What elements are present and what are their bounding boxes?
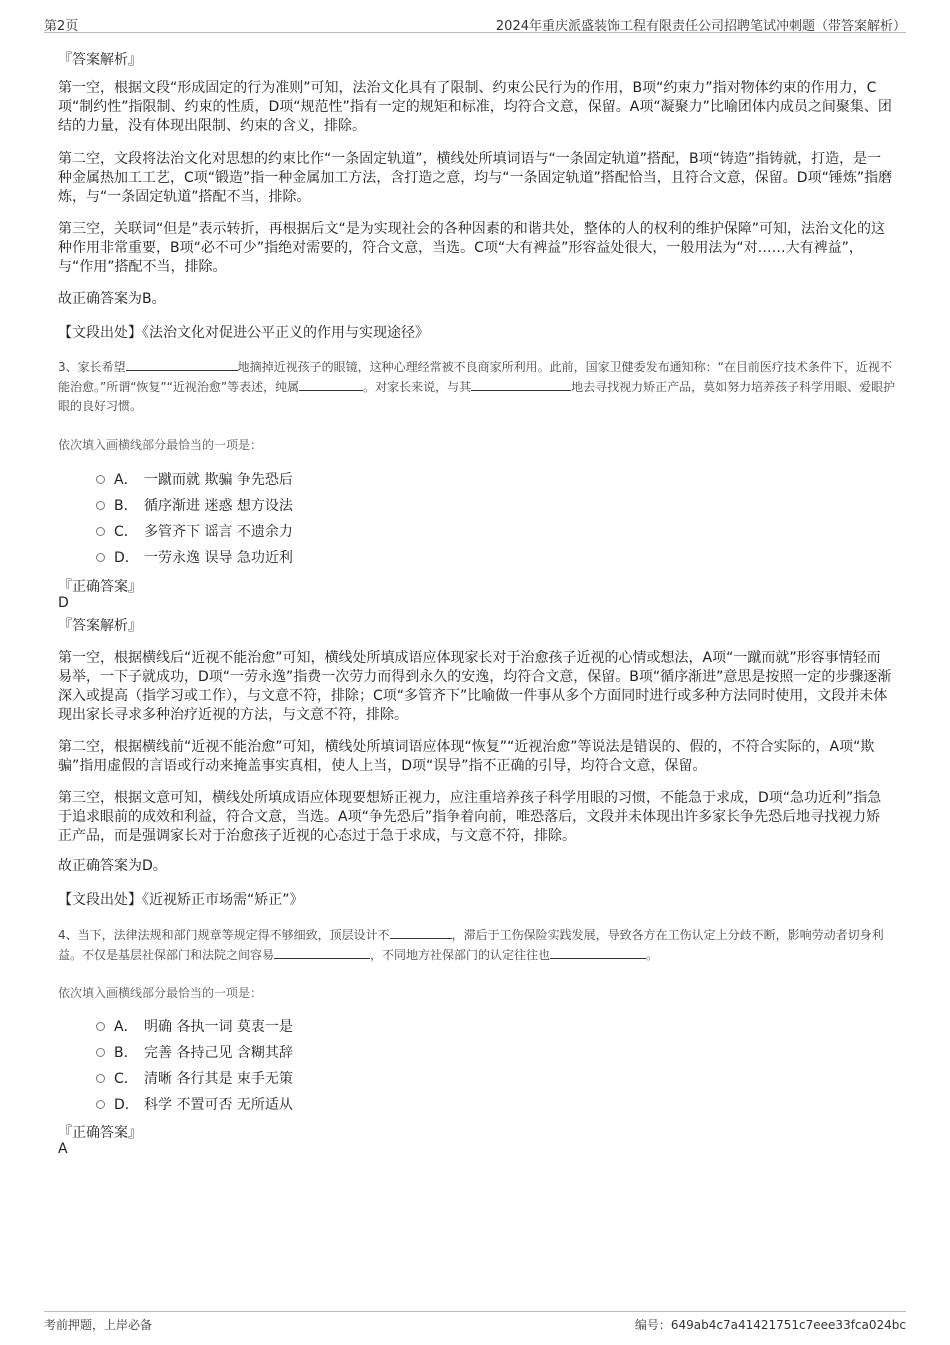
select-instruction: 依次填入画横线部分最恰当的一项是：	[58, 438, 263, 452]
radio-icon[interactable]	[96, 1074, 105, 1083]
correct-answer-label: 『正确答案』	[58, 1125, 142, 1141]
analysis-paragraph: 第二空，文段将法治文化对思想的约束比作“一条固定轨道”，横线处所填词语与“一条固定轨道”搭配，B项“铸造”指铸就，打造，是一种金属热加工工艺，C项“锻造”指一种金属加工方法，含打造之意，均与“一条固定轨道”搭配恰当，且符合文意，保留。D项“锤炼”指磨炼，与“一条固定轨道”搭配不当，排除。	[58, 151, 893, 205]
document-id: 编号：649ab4c7a41421751c7eee33fca024bc	[634, 1318, 906, 1332]
analysis-paragraph: 第一空，根据横线后“近视不能治愈”可知，横线处所填成语应体现家长对于治愈孩子近视的心情或想法，A项“一蹴而就”形容事情轻而易举，一下子就成功，D项“一劳永逸”指费一次劳力而得到永久的安逸，均符合文意，保留。B项“循序渐进”意思是按照一定的步骤逐渐深入或提高（指学习或工作），与文意不符，排除；C项“多管齐下”比喻做一件事从多个方面同时进行或多种方法同时使用，文段并未体现出家长寻求多种治疗近视的方法，与文意不符，排除。	[58, 650, 892, 723]
analysis-paragraph: 第三空，关联词“但是”表示转折，再根据后文“是为实现社会的各种因素的和谐共处，整体的人的权利的维护保障”可知，法治文化的这种作用非常重要，B项“必不可少”指绝对需要的，符合文意，当选。C项“大有裨益”形容益处很大，一般用法为“对……大有裨益”，与“作用”搭配不当，排除。	[58, 221, 886, 275]
answer-blank	[550, 946, 646, 959]
correct-answer-label: 『正确答案』	[58, 579, 142, 595]
question-3-stem: 3、家长希望 地摘掉近视孩子的眼镜，这种心理经常被不良商家所利用。此前，国家卫健委发布通知称：“在目前医疗技术条件下，近视不能治愈。”所谓“恢复”“近视治愈”等表述，纯属 。对家长来说，与其 地去寻找视力矫正产品，莫如努力培养孩子科学用眼、爱眼护眼的良好习惯。	[58, 360, 896, 413]
radio-icon[interactable]	[96, 1048, 105, 1057]
correct-answer: A	[58, 1141, 68, 1157]
analysis-label: 『答案解析』	[58, 618, 142, 634]
page-footer	[44, 1311, 906, 1334]
page-number: 第2页	[44, 19, 79, 34]
source-citation: 【文段出处】《近视矫正市场需“矫正”》	[58, 892, 304, 908]
answer-blank	[299, 378, 363, 391]
document-title: 2024年重庆派盛装饰工程有限责任公司招聘笔试冲刺题（带答案解析）	[495, 19, 906, 34]
radio-icon[interactable]	[96, 475, 105, 484]
analysis-label: 『答案解析』	[58, 52, 142, 68]
analysis-paragraph: 第三空，根据文意可知，横线处所填成语应体现要想矫正视力，应注重培养孩子科学用眼的习惯，不能急于求成，D项“急功近利”指急于追求眼前的成效和利益，符合文意，当选。A项“争先恐后”指争着向前，唯恐落后，文段并未体现出许多家长争先恐后地寻找视力矫正产品，而是强调家长对于治愈孩子近视的心态过于急于求成，与文意不符，排除。	[58, 790, 882, 844]
answer-blank	[126, 358, 238, 371]
answer-blank	[471, 378, 571, 391]
answer-blank	[390, 926, 452, 939]
correct-answer: D	[58, 595, 69, 611]
select-instruction: 依次填入画横线部分最恰当的一项是：	[58, 986, 263, 1000]
answer-blank	[274, 946, 370, 959]
footer-slogan: 考前押题，上岸必备	[44, 1318, 153, 1332]
conclusion: 故正确答案为B。	[58, 291, 166, 307]
radio-icon[interactable]	[96, 527, 105, 536]
conclusion: 故正确答案为D。	[58, 858, 167, 874]
radio-icon[interactable]	[96, 553, 105, 562]
analysis-paragraph: 第二空，根据横线前“近视不能治愈”可知，横线处所填词语应体现“恢复”“近视治愈”等说法是错误的、假的，不符合实际的，A项“欺骗”指用虚假的言语或行动来掩盖事实真相，使人上当，D项“误导”指不正确的引导，均符合文意，保留。	[58, 739, 875, 774]
source-citation: 【文段出处】《法治文化对促进公平正义的作用与实现途径》	[58, 325, 429, 341]
analysis-paragraph: 第一空，根据文段“形成固定的行为准则”可知，法治文化具有了限制、约束公民行为的作用，B项“约束力”指对物体约束的作用力，C项“制约性”指限制、约束的性质，D项“规范性”指有一定的规矩和标准，均符合文意，保留。A项“凝聚力”比喻团体内成员之间聚集、团结的力量，没有体现出限制、约束的含义，排除。	[58, 80, 892, 134]
page-header	[44, 12, 906, 33]
radio-icon[interactable]	[96, 1022, 105, 1031]
radio-icon[interactable]	[96, 501, 105, 510]
question-4-stem: 4、当下，法律法规和部门规章等规定得不够细致，顶层设计不 ，滞后于工伤保险实践发展，导致各方在工伤认定上分歧不断，影响劳动者切身利益。不仅是基层社保部门和法院之间容易 ，不同地方社保部门的认定往往也 。	[58, 928, 884, 962]
radio-icon[interactable]	[96, 1100, 105, 1109]
